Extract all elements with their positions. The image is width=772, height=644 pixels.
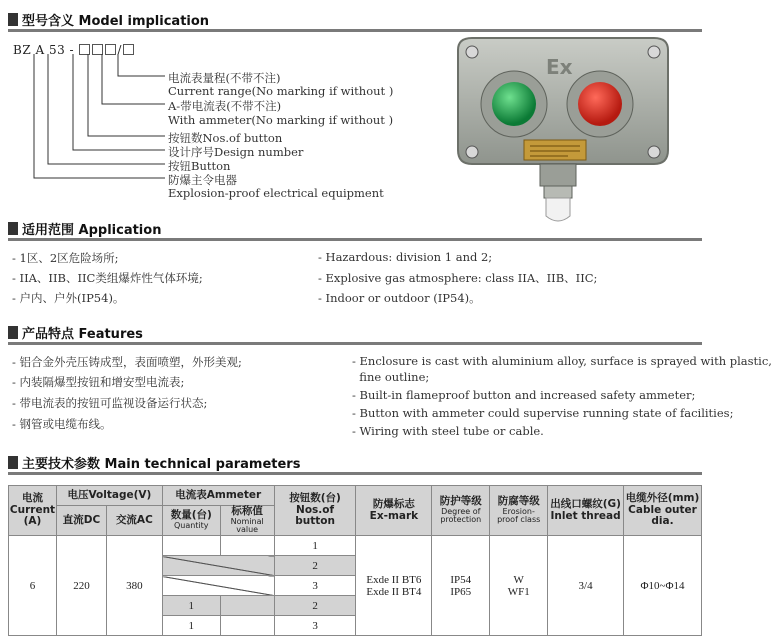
cell-ip: IP54 IP65 xyxy=(432,536,490,636)
cell-quantity: 1 xyxy=(162,616,220,636)
section-header-params xyxy=(8,453,300,471)
section-title: 产品特点 Features xyxy=(22,326,143,342)
cell-buttons: 3 xyxy=(274,576,356,596)
cell-inlet: 3/4 xyxy=(548,536,624,636)
header-buttons: 按钮数(台) Nos.of button xyxy=(274,486,356,536)
cell-buttons: 2 xyxy=(274,556,356,576)
section-marker xyxy=(8,222,18,235)
section-marker xyxy=(8,456,18,469)
cell-exmark: Exde II BT6 Exde II BT4 xyxy=(356,536,432,636)
application-en: - Hazardous: division 1 and 2; xyxy=(318,250,493,264)
cell-ammeter-na xyxy=(162,556,274,576)
feature-en: - Built-in flameproof button and increased safety ammeter; xyxy=(352,388,696,402)
header-dc: 直流DC xyxy=(56,506,106,536)
model-label: 电流表量程(不带不注) xyxy=(168,71,281,85)
model-label: 按钮Button xyxy=(168,159,231,173)
cell-buttons: 1 xyxy=(274,536,356,556)
section-title: 适用范围 Application xyxy=(22,222,162,238)
application-cn: - IIA、IIB、IIC类组爆炸性气体环境; xyxy=(12,271,203,285)
model-label: 防爆主令电器 xyxy=(168,173,237,187)
feature-cn: - 带电流表的按钮可监视设备运行状态; xyxy=(12,396,208,410)
parameters-table xyxy=(8,485,702,636)
section-divider xyxy=(8,342,702,345)
section-marker xyxy=(8,326,18,339)
cell-quantity xyxy=(162,536,220,556)
feature-cn: - 铝合金外壳压铸成型，表面喷塑，外形美观; xyxy=(12,355,242,369)
cell-ac: 380 xyxy=(106,536,162,636)
header-cable: 电缆外径(mm) Cable outer dia. xyxy=(624,486,702,536)
feature-cn: - 钢管或电缆布线。 xyxy=(12,417,112,431)
cell-nominal xyxy=(220,616,274,636)
section-header-features xyxy=(8,323,143,341)
cell-buttons: 2 xyxy=(274,596,356,616)
feature-en: - Wiring with steel tube or cable. xyxy=(352,424,544,438)
section-title: 主要技术参数 Main technical parameters xyxy=(22,456,301,472)
section-header-application xyxy=(8,219,161,237)
feature-en: - Button with ammeter could supervise running state of facilities; xyxy=(352,406,734,420)
section-title: 型号含义 Model implication xyxy=(22,13,210,29)
section-divider xyxy=(8,472,702,475)
cell-current: 6 xyxy=(9,536,57,636)
header-nominal: 标称值 Nominal value xyxy=(220,506,274,536)
header-voltage: 电压Voltage(V) xyxy=(56,486,162,506)
header-erosion: 防腐等级 Erosion- proof class xyxy=(490,486,548,536)
feature-cn: - 内装隔爆型按钮和增安型电流表; xyxy=(12,375,185,389)
ex-mark: Ex xyxy=(546,55,573,79)
feature-en: - Enclosure is cast with aluminium alloy, surface is sprayed with plastic, xyxy=(352,354,772,368)
application-cn: - 户内、户外(IP54)。 xyxy=(12,291,125,305)
application-en: - Indoor or outdoor (IP54)。 xyxy=(318,291,481,305)
model-label: A-带电流表(不带不注) xyxy=(168,99,282,113)
cell-cable: Φ10~Φ14 xyxy=(624,536,702,636)
header-inlet: 出线口螺纹(G) Inlet thread xyxy=(548,486,624,536)
cell-ammeter-na xyxy=(162,576,274,596)
cell-nominal xyxy=(220,596,274,616)
header-ammeter: 电流表Ammeter xyxy=(162,486,274,506)
model-label: With ammeter(No marking if without ) xyxy=(168,113,394,127)
header-current: 电流 Current (A) xyxy=(9,486,57,536)
cell-buttons: 3 xyxy=(274,616,356,636)
model-code-prefix: BZ A 53 - xyxy=(13,43,75,57)
cell-erosion: W WF1 xyxy=(490,536,548,636)
feature-en: fine outline; xyxy=(352,370,430,384)
model-code: BZ A 53 - / xyxy=(13,43,135,57)
header-quantity: 数量(台) Quantity xyxy=(162,506,220,536)
application-cn: - 1区、2区危险场所; xyxy=(12,251,119,265)
model-label: 设计序号Design number xyxy=(168,145,304,159)
model-label: Current range(No marking if without ) xyxy=(168,84,394,98)
header-exmark: 防爆标志 Ex-mark xyxy=(356,486,432,536)
application-en: - Explosive gas atmosphere: class IIA、IIB、IIC; xyxy=(318,271,598,285)
cell-quantity: 1 xyxy=(162,596,220,616)
model-label: Explosion-proof electrical equipment xyxy=(168,186,384,200)
header-ac: 交流AC xyxy=(106,506,162,536)
section-divider xyxy=(8,238,702,241)
cell-nominal xyxy=(220,536,274,556)
cell-dc: 220 xyxy=(56,536,106,636)
control-station-image xyxy=(448,30,680,230)
model-label: 按钮数Nos.of button xyxy=(168,131,283,145)
header-protection: 防护等级 Degree of protection xyxy=(432,486,490,536)
